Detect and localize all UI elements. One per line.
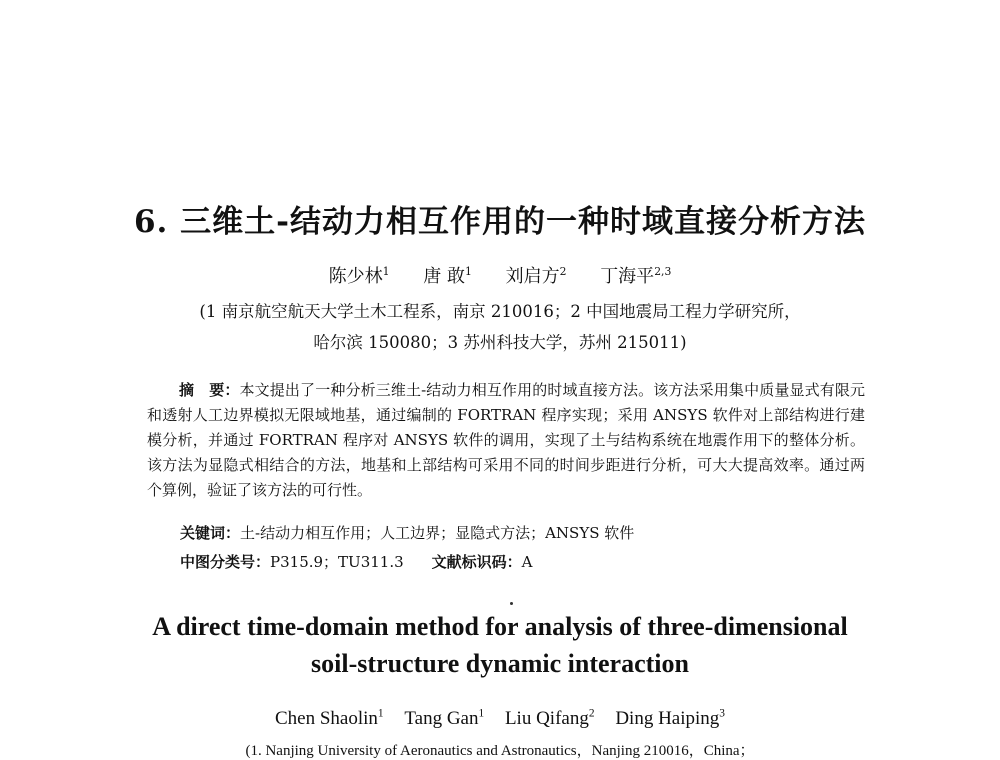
keywords-text: 土-结动力相互作用；人工边界；显隐式方法；ANSYS 软件 — [240, 524, 635, 542]
author-chinese: 唐 敢$^1$ — [423, 265, 472, 287]
classification-line — [180, 551, 533, 572]
document-code-label: 文献标识码： — [431, 553, 522, 571]
affiliation-english-line-1: (1. Nanjing University of Aeronautics and Astronautics，Nanjing 210016，China； — [245, 743, 755, 759]
author-list-chinese — [0, 262, 1000, 288]
paper-title-english-line-1: A direct time-domain method for analysis of three-dimensional — [152, 612, 848, 641]
author-english: Liu Qifang$^2$ — [504, 707, 595, 729]
author-english: Chen Shaolin$^1$ — [275, 707, 384, 729]
author-list-english — [0, 708, 1000, 730]
author-chinese: 刘启方$^2$ — [505, 265, 567, 287]
abstract-chinese — [147, 378, 865, 503]
clc-label: 中图分类号： — [180, 553, 271, 571]
affiliation-chinese-line-2: 哈尔滨 150080；3 苏州科技大学，苏州 215011) — [313, 333, 687, 352]
author-chinese: 丁海平$^{2,3}$ — [600, 265, 672, 287]
abstract-text: 本文提出了一种分析三维土-结动力相互作用的时域直接方法。该方法采用集中质量显式有限元和透射人工边界模拟无限域地基，通过编制的 FORTRAN 程序实现；采用 ANSYS 软件对上部结构进行建模分析，并通过 FORTRAN 程序对 ANSYS 软件的调用，实现了土与结构系统在地震作用下的整体分析。该方法为显隐式相结合的方法，地基和上部结构可采用不同的时间步距进行分析，可大大提高效率。通过两个算例，验证了该方法的可行性。 — [147, 381, 865, 499]
author-english: Tang Gan$^1$ — [404, 707, 485, 729]
paper-title-english-line-2: soil-structure dynamic interaction — [311, 649, 689, 678]
affiliation-chinese-line-1: (1 南京航空航天大学土木工程系，南京 210016；2 中国地震局工程力学研究所， — [199, 302, 801, 321]
author-chinese: 陈少林$^1$ — [328, 265, 390, 287]
keywords-chinese — [180, 522, 634, 543]
scan-speck — [510, 602, 513, 605]
keywords-label: 关键词： — [180, 524, 241, 542]
abstract-label: 摘 要： — [179, 381, 240, 399]
clc-value: P315.9；TU311.3 — [270, 553, 404, 571]
paper-title-chinese: 6. 三维土-结动力相互作用的一种时域直接分析方法 — [133, 204, 867, 240]
document-code-value: A — [521, 553, 533, 571]
author-english: Ding Haiping$^3$ — [615, 707, 725, 729]
